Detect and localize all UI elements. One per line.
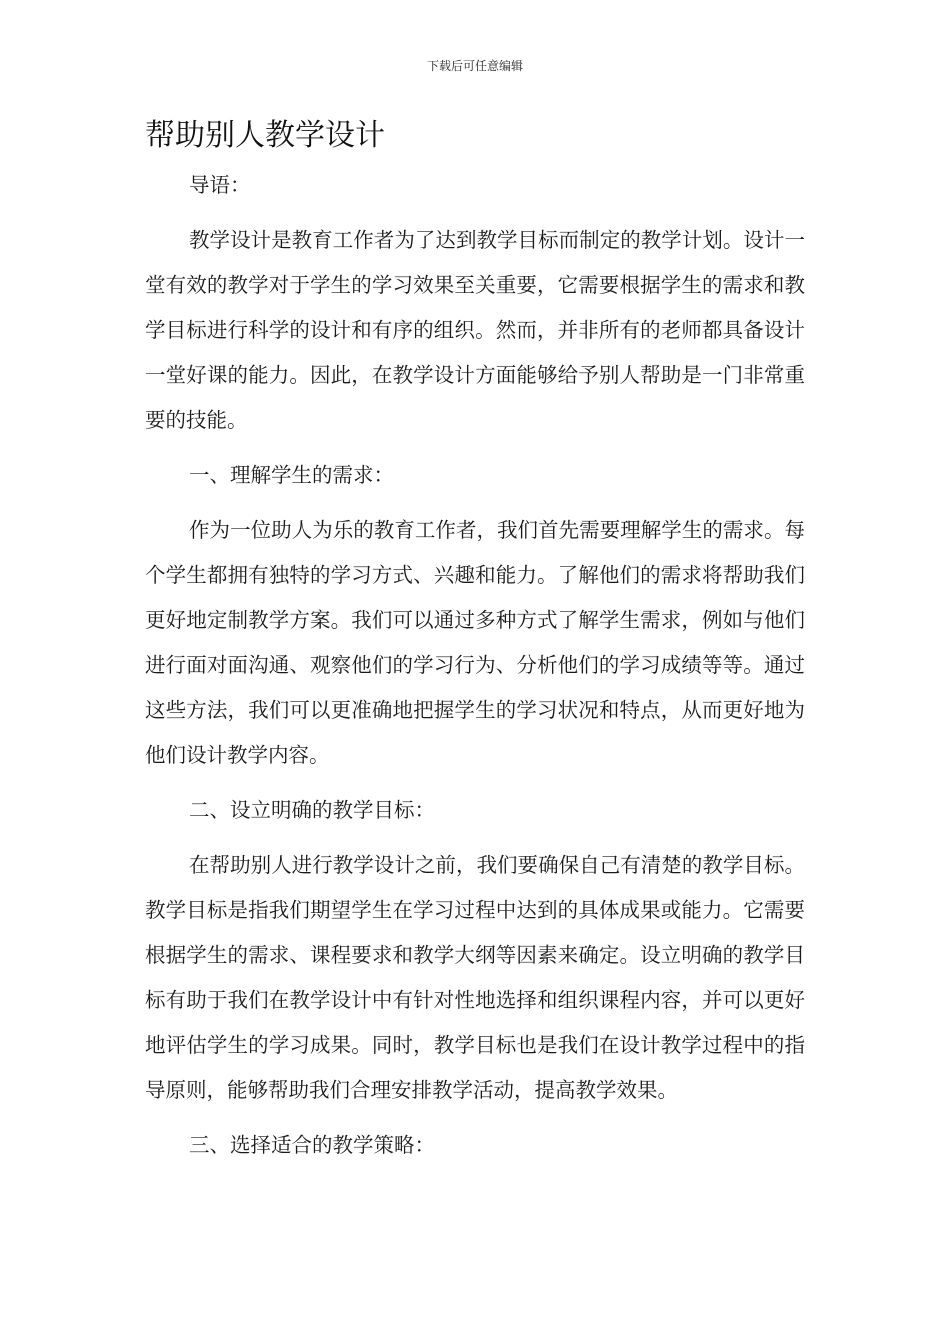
section-heading-1: 一、理解学生的需求： <box>189 463 394 487</box>
document-title: 帮助别人教学设计 <box>145 118 385 153</box>
section-paragraph-2: 在帮助别人进行教学设计之前，我们要确保自己有清楚的教学目标。教学目标是指我们期望学生在学习过程中达到的具体成果或能力。它需要根据学生的需求、课程要求和教学大纲等因素来确定。设立明确的教学目标有助于我们在教学设计中有针对性地选择和组织课程内容，并可以更好地评估学生的学习成果。同时，教学目标也是我们在设计教学过程中的指导原则，能够帮助我们合理安排教学活动，提高教学效果。 <box>145 853 805 1102</box>
intro-paragraph: 教学设计是教育工作者为了达到教学目标而制定的教学计划。设计一堂有效的教学对于学生的学习效果至关重要，它需要根据学生的需求和教学目标进行科学的设计和有序的组织。然而，并非所有的老师都具备设计一堂好课的能力。因此，在教学设计方面能够给予别人帮助是一门非常重要的技能。 <box>145 228 805 432</box>
section-paragraph-1: 作为一位助人为乐的教育工作者，我们首先需要理解学生的需求。每个学生都拥有独特的学习方式、兴趣和能力。了解他们的需求将帮助我们更好地定制教学方案。我们可以通过多种方式了解学生需求，例如与他们进行面对面沟通、观察他们的学习行为、分析他们的学习成绩等等。通过这些方法，我们可以更准确地把握学生的学习状况和特点，从而更好地为他们设计教学内容。 <box>145 518 805 767</box>
header-note: 下载后可任意编辑 <box>426 59 523 73</box>
section-heading-2: 二、设立明确的教学目标： <box>189 798 435 822</box>
intro-label: 导语： <box>189 173 251 197</box>
section-heading-3: 三、选择适合的教学策略： <box>189 1133 435 1157</box>
document-body <box>145 163 805 1168</box>
